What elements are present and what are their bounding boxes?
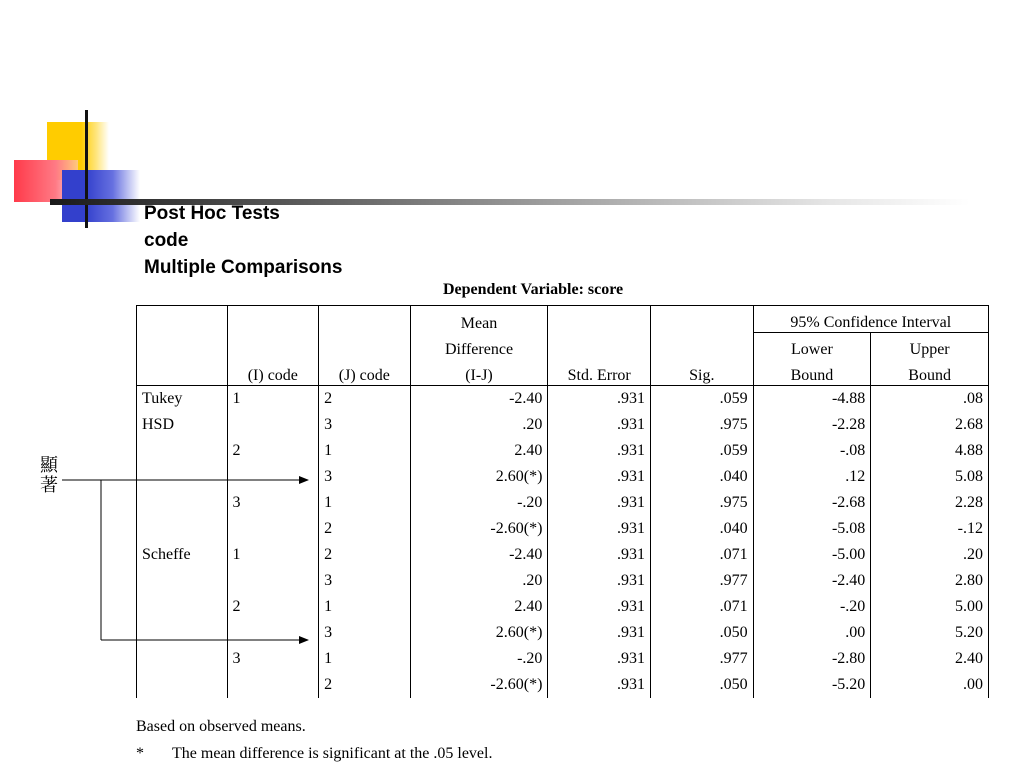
cell-upper: .08 — [871, 386, 989, 413]
cell-sig: .040 — [650, 516, 753, 542]
cell-std-error: .931 — [548, 594, 651, 620]
cell-sig: .050 — [650, 672, 753, 698]
cell-upper: 4.88 — [871, 438, 989, 464]
cell-sig: .975 — [650, 412, 753, 438]
header-sig: Sig. — [650, 306, 753, 386]
cell-std-error: .931 — [548, 672, 651, 698]
annotation-char-1: 顯 — [40, 455, 58, 476]
cell-std-error: .931 — [548, 542, 651, 568]
cell-j-code: 3 — [319, 620, 411, 646]
cell-mean-diff: .20 — [410, 412, 548, 438]
cell-upper: .00 — [871, 672, 989, 698]
cell-upper: 2.28 — [871, 490, 989, 516]
cell-std-error: .931 — [548, 464, 651, 490]
cell-upper: 2.80 — [871, 568, 989, 594]
cell-j-code: 2 — [319, 386, 411, 413]
cell-j-code: 1 — [319, 490, 411, 516]
cell-lower: -5.20 — [753, 672, 871, 698]
cell-j-code: 2 — [319, 672, 411, 698]
cell-j-code: 2 — [319, 542, 411, 568]
cell-upper: 5.00 — [871, 594, 989, 620]
cell-j-code: 2 — [319, 516, 411, 542]
cell-sig: .977 — [650, 568, 753, 594]
cell-upper: -.12 — [871, 516, 989, 542]
footnote-star: * — [136, 745, 144, 762]
cell-lower: -2.80 — [753, 646, 871, 672]
cell-mean-diff: 2.40 — [410, 594, 548, 620]
cell-lower: -2.28 — [753, 412, 871, 438]
cell-mean-diff: 2.60(*) — [410, 464, 548, 490]
cell-i-code: 3 — [227, 490, 319, 516]
header-i-code: (I) code — [227, 306, 319, 386]
header-mean-diff-line1: Mean — [410, 306, 548, 333]
cell-j-code: 3 — [319, 412, 411, 438]
cell-lower: -2.40 — [753, 568, 871, 594]
cell-j-code: 3 — [319, 568, 411, 594]
header-mean-diff-line3: (I-J) — [410, 359, 548, 386]
cell-upper: .20 — [871, 542, 989, 568]
cell-method: Scheffe — [137, 542, 228, 568]
cell-sig: .071 — [650, 594, 753, 620]
cell-i-code: 2 — [227, 438, 319, 464]
header-upper-line1: Upper — [871, 333, 989, 360]
cell-i-code: 3 — [227, 646, 319, 672]
cell-method: Tukey — [137, 386, 228, 413]
footnote-observed-means: Based on observed means. — [136, 718, 306, 735]
cell-mean-diff: -2.40 — [410, 386, 548, 413]
cell-sig: .071 — [650, 542, 753, 568]
cell-mean-diff: -.20 — [410, 646, 548, 672]
annotation-char-2: 著 — [40, 475, 58, 496]
heading-post-hoc: Post Hoc Tests — [144, 203, 280, 224]
cell-std-error: .931 — [548, 490, 651, 516]
cell-j-code: 1 — [319, 594, 411, 620]
cell-sig: .975 — [650, 490, 753, 516]
cell-lower: -4.88 — [753, 386, 871, 413]
header-j-code: (J) code — [319, 306, 411, 386]
cell-upper: 5.20 — [871, 620, 989, 646]
cell-std-error: .931 — [548, 620, 651, 646]
cell-i-code: 1 — [227, 386, 319, 413]
cell-mean-diff: 2.40 — [410, 438, 548, 464]
cell-mean-diff: -2.40 — [410, 542, 548, 568]
cell-upper: 2.68 — [871, 412, 989, 438]
footnote-significance-text: The mean difference is significant at the .05 level. — [172, 745, 493, 762]
cell-std-error: .931 — [548, 646, 651, 672]
cell-sig: .059 — [650, 386, 753, 413]
cell-sig: .977 — [650, 646, 753, 672]
cell-std-error: .931 — [548, 412, 651, 438]
header-upper-line2: Bound — [871, 359, 989, 386]
cell-sig: .059 — [650, 438, 753, 464]
cell-mean-diff: .20 — [410, 568, 548, 594]
cell-i-code: 2 — [227, 594, 319, 620]
cell-i-code: 1 — [227, 542, 319, 568]
cell-j-code: 1 — [319, 438, 411, 464]
cell-lower: -2.68 — [753, 490, 871, 516]
header-mean-diff-line2: Difference — [410, 333, 548, 360]
cell-lower: -.20 — [753, 594, 871, 620]
cell-j-code: 1 — [319, 646, 411, 672]
cell-std-error: .931 — [548, 386, 651, 413]
cell-mean-diff: 2.60(*) — [410, 620, 548, 646]
cell-lower: -5.00 — [753, 542, 871, 568]
cell-mean-diff: -2.60(*) — [410, 516, 548, 542]
heading-code: code — [144, 230, 189, 251]
header-lower-line1: Lower — [753, 333, 871, 360]
header-lower-line2: Bound — [753, 359, 871, 386]
cell-lower: -.08 — [753, 438, 871, 464]
cell-j-code: 3 — [319, 464, 411, 490]
cell-std-error: .931 — [548, 438, 651, 464]
header-confidence-interval: 95% Confidence Interval — [753, 306, 988, 333]
cell-sig: .040 — [650, 464, 753, 490]
cell-sig: .050 — [650, 620, 753, 646]
cell-lower: -5.08 — [753, 516, 871, 542]
cell-std-error: .931 — [548, 516, 651, 542]
cell-mean-diff: -2.60(*) — [410, 672, 548, 698]
cell-lower: .12 — [753, 464, 871, 490]
cell-mean-diff: -.20 — [410, 490, 548, 516]
heading-multiple-comparisons: Multiple Comparisons — [144, 257, 343, 278]
header-std-error: Std. Error — [548, 306, 651, 386]
cell-upper: 2.40 — [871, 646, 989, 672]
dependent-variable-label: Dependent Variable: score — [443, 281, 624, 298]
cell-lower: .00 — [753, 620, 871, 646]
cell-std-error: .931 — [548, 568, 651, 594]
cell-upper: 5.08 — [871, 464, 989, 490]
cell-method: HSD — [137, 412, 228, 438]
